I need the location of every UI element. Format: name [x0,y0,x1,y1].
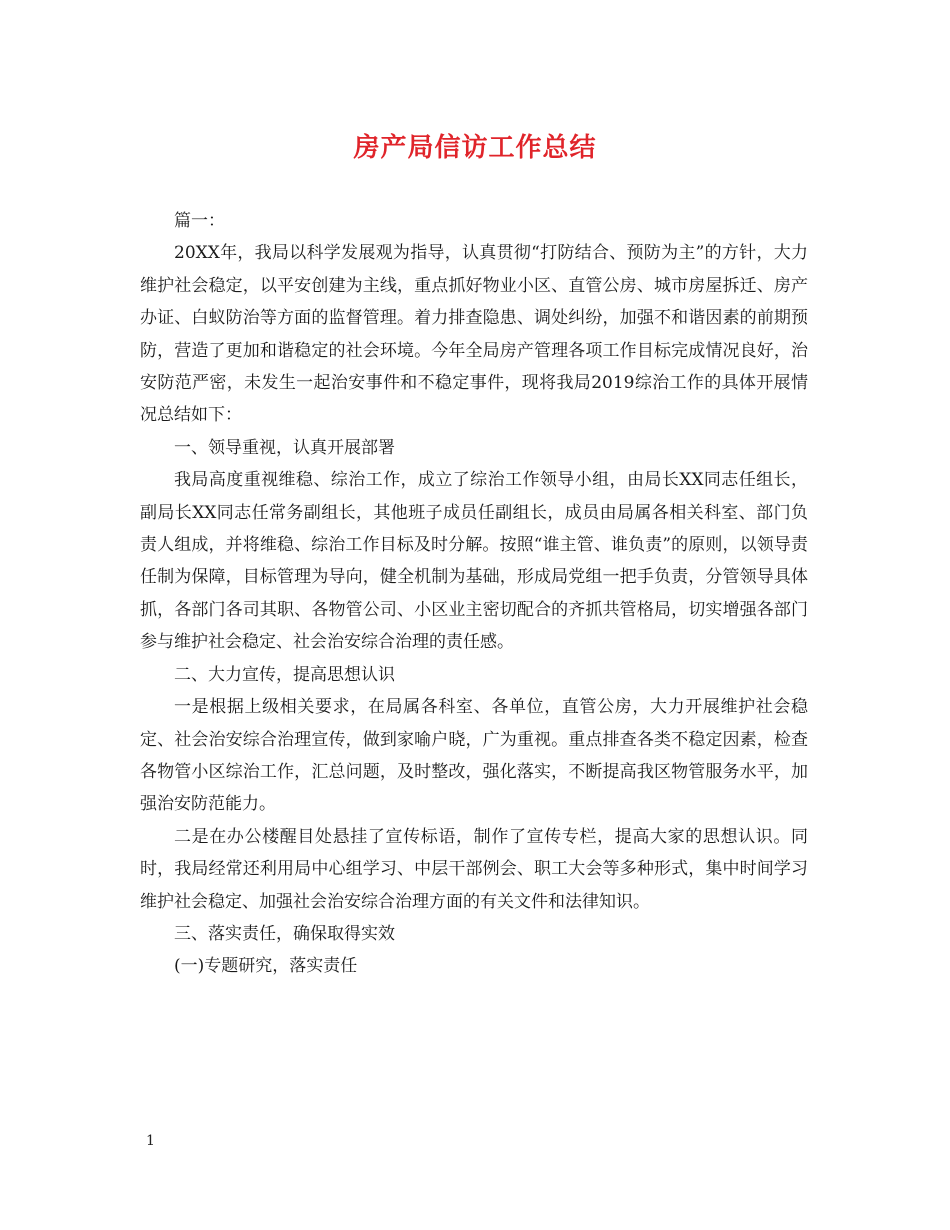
heading-section-2: 二、大力宣传，提高思想认识 [174,664,395,685]
paragraph-section-1: 我局高度重视维稳、综治工作，成立了综治工作领导小组，由局长XX同志任组长，副局长XX同志任常务副组长，其他班子成员任副组长，成员由局属各相关科室、部门负责人组成，并将维稳、综治工作目标及时分解。按照“谁主管、谁负责”的原则，以领导责任制为保障，目标管理为导向，健全机制为基础，形成局党组一把手负责，分管领导具体抓，各部门各司其职、各物管公司、小区业主密切配合的齐抓共管格局，切实增强各部门参与维护社会稳定、社会治安综合治理的责任感。 [140,470,808,653]
heading-section-3: 三、落实责任，确保取得实效 [174,923,395,944]
page-number: 1 [146,1133,155,1149]
heading-section-1: 一、领导重视，认真开展部署 [174,437,395,458]
document-title: 房产局信访工作总结 [353,133,597,163]
subheading-3-1: (一)专题研究，落实责任 [174,956,358,977]
paragraph-section-label: 篇一： [174,211,225,231]
document-body [140,205,808,983]
paragraph-intro: 20XX年，我局以科学发展观为指导，认真贯彻“打防结合、预防为主”的方针，大力维护社会稳定，以平安创建为主线，重点抓好物业小区、直管公房、城市房屋拆迁、房产办证、白蚁防治等方面的监督管理。着力排查隐患、调处纠纷，加强不和谐因素的前期预防，营造了更加和谐稳定的社会环境。今年全局房产管理各项工作目标完成情况良好，治安防范严密，未发生一起治安事件和不稳定事件，现将我局2019综治工作的具体开展情况总结如下： [140,243,808,426]
paragraph-section-2b: 二是在办公楼醒目处悬挂了宣传标语，制作了宣传专栏，提高大家的思想认识。同时，我局经常还利用局中心组学习、中层干部例会、职工大会等多种形式，集中时间学习维护社会稳定、加强社会治安综合治理方面的有关文件和法律知识。 [140,826,808,912]
paragraph-section-2a: 一是根据上级相关要求，在局属各科室、各单位，直管公房，大力开展维护社会稳定、社会治安综合治理宣传，做到家喻户晓，广为重视。重点排查各类不稳定因素，检查各物管小区综治工作，汇总问题，及时整改，强化落实，不断提高我区物管服务水平，加强治安防范能力。 [140,697,808,815]
